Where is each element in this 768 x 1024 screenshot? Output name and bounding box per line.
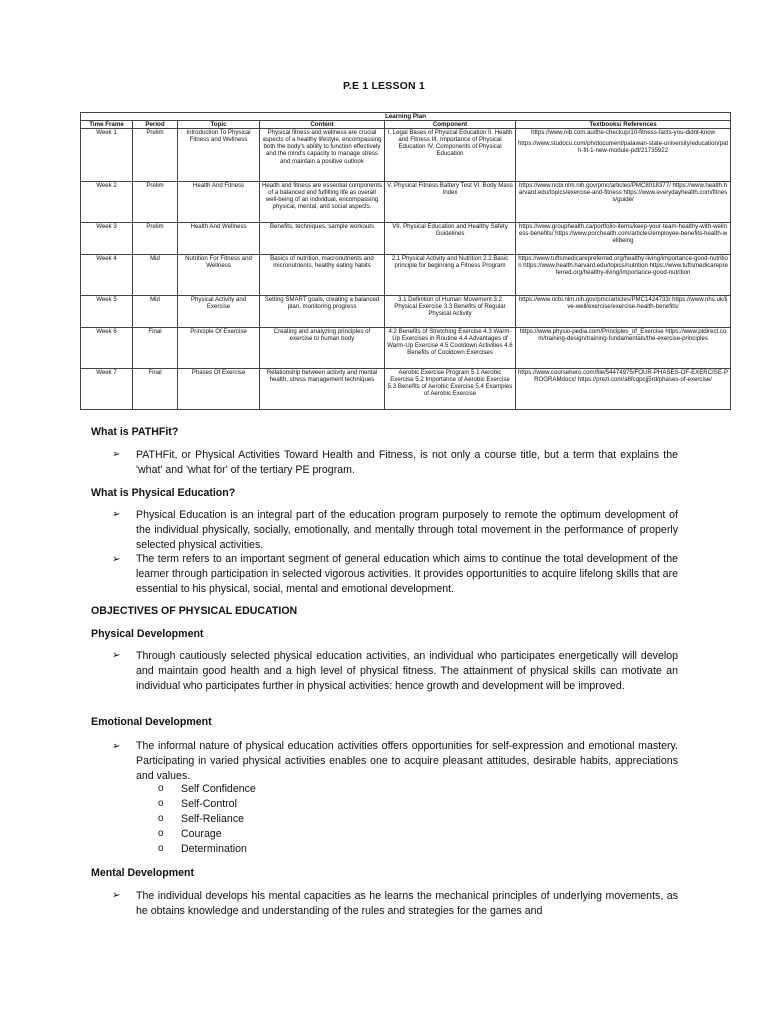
arrow-bullet-icon: ➢ — [112, 449, 121, 460]
table-row — [81, 182, 731, 223]
table-caption: Learning Plan — [81, 113, 731, 121]
learning-plan-table — [80, 112, 731, 410]
table-row — [81, 129, 731, 182]
table-row — [81, 255, 731, 296]
cell-period: Prelim — [133, 223, 178, 255]
table-row — [81, 369, 731, 410]
cell-content: Relationship between activity and mental health, stress management techniques — [260, 369, 385, 410]
heading-pathfit: What is PATHFit? — [91, 426, 179, 438]
reference-link[interactable]: https://www.ncbi.nlm.nih.gov/pmc/articles/PMC1424733/ https://www.nhs.uk/live-well/exercise/exercise-health-benefits/ — [518, 296, 728, 311]
arrow-bullet-icon: ➢ — [112, 554, 121, 565]
cell-topic: Introduction To Physical Fitness and Wellness — [178, 129, 260, 182]
cell-topic: Phases Of Exercise — [178, 369, 260, 410]
table-row — [81, 328, 731, 369]
arrow-bullet-icon: ➢ — [112, 650, 121, 661]
table-row — [81, 296, 731, 328]
cell-content: Health and fitness are essential components of a balanced and fulfilling life as overall well-being of an individual, encompassing physical, mental, and social aspects. — [260, 182, 385, 223]
reference-link[interactable]: https://www.ncbi.nlm.nih.gov/pmc/articles/PMC8018377/ https://www.health.harvard.edu/topics/exercise-and-fitness https://www.everydayhealth.com/fitness/guide/ — [518, 182, 728, 204]
cell-references — [516, 369, 731, 410]
cell-references — [516, 255, 731, 296]
paragraph-emotional-development: The informal nature of physical education activities offers opportunities for self-expression and emotional mastery. Participating in varied physical activities enables one to acquire pleasant attitudes, desirable habits, appreciations and values. — [136, 740, 678, 783]
column-header: Textbooks/ References — [516, 121, 731, 129]
column-header: Time Frame — [81, 121, 133, 129]
circle-bullet-icon: o — [158, 828, 164, 839]
paragraph-pathfit: PATHFit, or Physical Activities Toward Health and Fitness, is not only a course title, but a term that explains the 'what' and 'what for' of the tertiary PE program. — [136, 449, 678, 477]
column-header: Content — [260, 121, 385, 129]
page-title: P.E 1 LESSON 1 — [343, 80, 425, 92]
cell-period: Mid — [133, 255, 178, 296]
cell-time: Week 2 — [81, 182, 133, 223]
paragraph-physical-development: Through cautiously selected physical education activities, an individual who participates energetically will develop and maintain good health and a high level of physical fitness. The attainment of physical skills can motivate an individual who participates further in physical activities: hence growth and development will be improved. — [136, 650, 678, 693]
cell-topic: Physical Activity and Exercise — [178, 296, 260, 328]
cell-time: Week 6 — [81, 328, 133, 369]
column-header: Period — [133, 121, 178, 129]
cell-topic: Health And Wellness — [178, 223, 260, 255]
reference-link[interactable]: https://www.studocu.com/ph/document/palawan-state-university/education/path-fit-1-new-module-pdf/21735922 — [518, 140, 729, 155]
cell-time: Week 7 — [81, 369, 133, 410]
cell-content: Benefits, techniques, sample workouts — [260, 223, 385, 255]
cell-time: Week 1 — [81, 129, 133, 182]
cell-time: Week 5 — [81, 296, 133, 328]
cell-content: Setting SMART goals, creating a balanced plan, monitoring progress — [260, 296, 385, 328]
reference-link[interactable]: https://www.tuftsmedicarepreferred.org/healthy-living/importance-good-nutrition https://www.health.harvard.edu/topics/nutrition https://www.tuftsmedicarepreferred.org/healthy-living/importance-good-nutrition — [518, 255, 728, 277]
cell-references — [516, 223, 731, 255]
heading-emotional-development: Emotional Development — [91, 716, 212, 728]
cell-time: Week 4 — [81, 255, 133, 296]
cell-component: 3.1 Definition of Human Movement 3.2 Physical Exercise 3.3 Benefits of Regular Physical Activity — [385, 296, 516, 328]
cell-component: VII. Physical Education and Healthy Safety Guidelines — [385, 223, 516, 255]
cell-content: Creating and analyzing principles of exercise to human body — [260, 328, 385, 369]
cell-references — [516, 129, 731, 182]
cell-topic: Principle Of Exercise — [178, 328, 260, 369]
reference-link[interactable]: https://www.nib.com.au/the-checkup/10-fitness-facts-you-didnt-know — [531, 129, 715, 137]
arrow-bullet-icon: ➢ — [112, 890, 121, 901]
cell-period: Mid — [133, 296, 178, 328]
cell-component: Aerobic Exercise Program 5.1 Aerobic Exercise 5.2 Importance of Aerobic Exercise 5.3 Benefits of Aerobic Exercise 5.4 Examples of Aerobic Exercise — [385, 369, 516, 410]
column-header: Topic — [178, 121, 260, 129]
reference-link[interactable]: https://www.grouphealth.ca/portfolio-items/keep-your-team-healthy-with-wellness-benefits/ https://www.porchealth.com/articles/employee-benefits-health-wellbeing — [518, 223, 728, 245]
arrow-bullet-icon: ➢ — [112, 741, 121, 752]
circle-bullet-icon: o — [158, 783, 164, 794]
circle-bullet-icon: o — [158, 843, 164, 854]
cell-references — [516, 182, 731, 223]
circle-bullet-icon: o — [158, 813, 164, 824]
cell-period: Prelim — [133, 129, 178, 182]
cell-topic: Nutrition For Fitness and Wellness — [178, 255, 260, 296]
cell-content: Physical fitness and wellness are crucial aspects of a healthy lifestyle, encompassing both the body's ability to function effectively and the mind's capacity to manage stress and maintain a positive outlook — [260, 129, 385, 182]
cell-period: Final — [133, 328, 178, 369]
paragraph-pe-term: The term refers to an important segment of general education which aims to continue the total development of the learner through participation in selected vigorous activities. It provides opportunities to acquire lifelong skills that are essential to his physical, social, mental and emotional development. — [136, 553, 678, 596]
list-item: Self Confidence — [181, 783, 256, 795]
cell-period: Final — [133, 369, 178, 410]
circle-bullet-icon: o — [158, 798, 164, 809]
reference-link[interactable]: https://www.physio-pedia.com/Principles_of_Exercise https://www.ptdirect.com/training-design/training-fundamentals/the-exercise-principles — [519, 328, 727, 343]
heading-objectives: OBJECTIVES OF PHYSICAL EDUCATION — [91, 605, 298, 617]
arrow-bullet-icon: ➢ — [112, 509, 121, 520]
list-item: Self-Control — [181, 798, 237, 810]
cell-content: Basics of nutrition, macronutrients and micronutrients, healthy eating habits — [260, 255, 385, 296]
reference-link[interactable]: https://www.coursehero.com/file/54474975/FOUR-PHASES-OF-EXERCISE-PROGRAMdocx/ https://prezi.com/a6fcqpcjj5rd/phases-of-exercise/ — [518, 369, 729, 384]
column-header: Component — [385, 121, 516, 129]
cell-references — [516, 328, 731, 369]
cell-period: Prelim — [133, 182, 178, 223]
cell-time: Week 3 — [81, 223, 133, 255]
list-item: Determination — [181, 843, 247, 855]
cell-references — [516, 296, 731, 328]
paragraph-pe-definition: Physical Education is an integral part of the education program purposely to remote the optimum development of the individual physically, socially, emotionally, and mentally through total movement in the performance of properly selected physical activities. — [136, 509, 678, 552]
list-item: Self-Reliance — [181, 813, 245, 825]
heading-mental-development: Mental Development — [91, 867, 195, 879]
cell-component: 4.2 Benefits of Stretching Exercise 4.3 Warm-Up Exercises in Routine 4.4 Advantages of Warm-Up Exercise 4.5 Cooldown Activities 4.6 Benefits of Cooldown Exercises — [385, 328, 516, 369]
cell-component: V. Physical Fitness Battery Test VI. Body Mass Index — [385, 182, 516, 223]
list-item: Courage — [181, 828, 222, 840]
heading-physical-development: Physical Development — [91, 628, 204, 640]
cell-component: 2.1 Physical Activity and Nutrition 2.2 Basic principle for beginning a Fitness Program — [385, 255, 516, 296]
heading-physical-education: What is Physical Education? — [91, 487, 236, 499]
table-row — [81, 223, 731, 255]
paragraph-mental-development: The individual develops his mental capacities as he learns the mechanical principles of underlying movements, as he obtains knowledge and understanding of the rules and strategies for the games and — [136, 890, 678, 918]
cell-component: I. Legal Bases of Physical Education II. Health and Fitness III. Importance of Physical Education IV. Components of Physical Education — [385, 129, 516, 182]
cell-topic: Health And Fitness — [178, 182, 260, 223]
